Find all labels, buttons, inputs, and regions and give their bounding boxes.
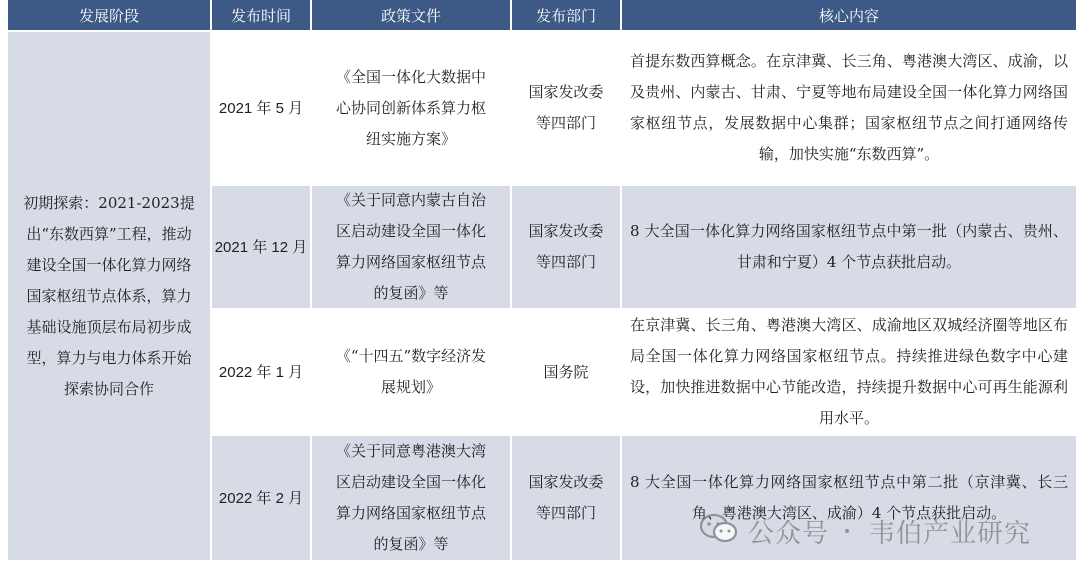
row-3-document: 《“十四五”数字经济发展规划》 bbox=[312, 310, 510, 434]
wechat-icon bbox=[700, 513, 738, 549]
row-4-document: 《关于同意粤港澳大湾区启动建设全国一体化算力网络国家枢纽节点的复函》等 bbox=[312, 436, 510, 560]
watermark-dot bbox=[845, 529, 849, 533]
watermark-name: 韦伯产业研究 bbox=[869, 518, 1032, 549]
header-content: 核心内容 bbox=[622, 0, 1076, 30]
header-date: 发布时间 bbox=[212, 0, 310, 30]
row-1-date: 2021 年 5 月 bbox=[212, 32, 310, 184]
row-1-content: 首提东数西算概念。在京津冀、长三角、粤港澳大湾区、成渝，以及贵州、内蒙古、甘肃、宁夏等地布局建设全国一体化算力网络国家枢纽节点，发展数据中心集群；国家枢纽节点之间打通网络传输，加快实施“东数西算”。 bbox=[622, 32, 1076, 184]
row-3-date: 2022 年 1 月 bbox=[212, 310, 310, 434]
header-document: 政策文件 bbox=[312, 0, 510, 30]
watermark bbox=[700, 510, 1060, 552]
policy-table bbox=[8, 0, 1076, 560]
row-2-date: 2021 年 12 月 bbox=[212, 186, 310, 308]
watermark-brand: 公众号 bbox=[748, 518, 830, 549]
row-4-content: 8 大全国一体化算力网络国家枢纽节点中第二批（京津冀、长三角、粤港澳大湾区、成渝）4 个节点获批启动。 bbox=[622, 436, 1076, 560]
row-3-dept: 国务院 bbox=[512, 310, 620, 434]
row-1-dept: 国家发改委等四部门 bbox=[512, 32, 620, 184]
row-2-dept: 国家发改委等四部门 bbox=[512, 186, 620, 308]
row-4-date: 2022 年 2 月 bbox=[212, 436, 310, 560]
header-dept: 发布部门 bbox=[512, 0, 620, 30]
row-2-content: 8 大全国一体化算力网络国家枢纽节点中第一批（内蒙古、贵州、甘肃和宁夏）4 个节点获批启动。 bbox=[622, 186, 1076, 308]
row-1-document: 《全国一体化大数据中心协同创新体系算力枢纽实施方案》 bbox=[312, 32, 510, 184]
header-stage: 发展阶段 bbox=[8, 0, 210, 30]
row-4-dept: 国家发改委等四部门 bbox=[512, 436, 620, 560]
stage-cell: 初期探索：2021-2023提出“东数西算”工程，推动建设全国一体化算力网络国家枢纽节点体系，算力基础设施顶层布局初步成型，算力与电力体系开始探索协同合作 bbox=[8, 32, 210, 560]
row-2-document: 《关于同意内蒙古自治区启动建设全国一体化算力网络国家枢纽节点的复函》等 bbox=[312, 186, 510, 308]
row-3-content: 在京津冀、长三角、粤港澳大湾区、成渝地区双城经济圈等地区布局全国一体化算力网络国家枢纽节点。持续推进绿色数字中心建设，加快推进数据中心节能改造，持续提升数据中心可再生能源利用水平。 bbox=[622, 310, 1076, 434]
